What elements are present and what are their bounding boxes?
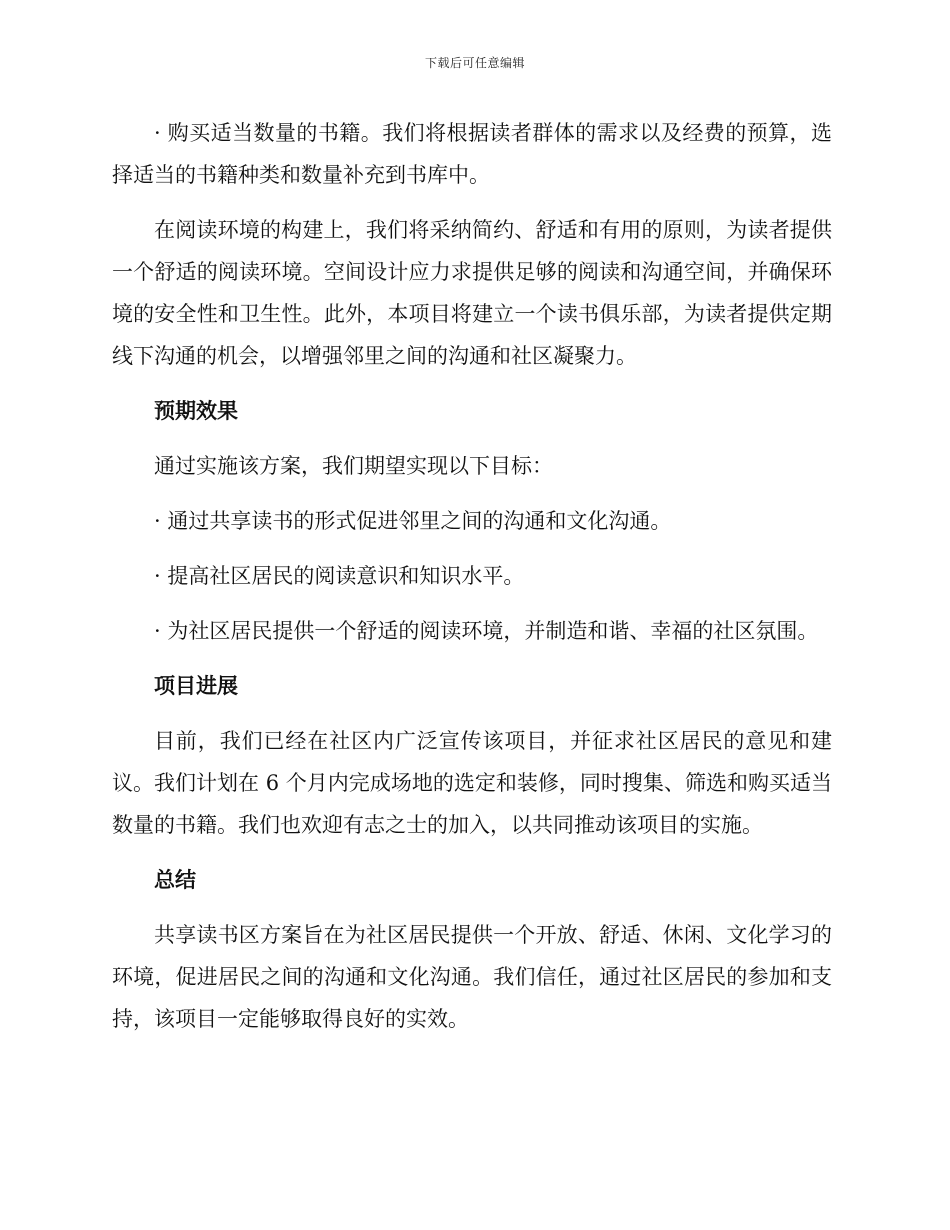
paragraph-progress: 目前，我们已经在社区内广泛宣传该项目，并征求社区居民的意见和建议。我们计划在 6 个月内完成场地的选定和装修，同时搜集、筛选和购买适当数量的书籍。我们也欢迎有志之士的加入，以共同推动该项目的实施。	[112, 729, 832, 837]
bullet-goal-environment: · 为社区居民提供一个舒适的阅读环境，并制造和谐、幸福的社区氛围。	[154, 619, 819, 643]
heading-expected-results: 预期效果	[154, 399, 238, 423]
heading-summary: 总结	[154, 868, 196, 892]
paragraph-goals-intro: 通过实施该方案，我们期望实现以下目标：	[154, 454, 553, 478]
document-body	[112, 112, 832, 1040]
bullet-goal-communication: · 通过共享读书的形式促进邻里之间的沟通和文化沟通。	[154, 509, 672, 533]
paragraph-reading-environment: 在阅读环境的构建上，我们将采纳简约、舒适和有用的原则，为读者提供一个舒适的阅读环境。空间设计应力求提供足够的阅读和沟通空间，并确保环境的安全性和卫生性。此外，本项目将建立一个读书俱乐部，为读者提供定期线下沟通的机会，以增强邻里之间的沟通和社区凝聚力。	[112, 218, 832, 368]
bullet-goal-reading-awareness: · 提高社区居民的阅读意识和知识水平。	[154, 564, 525, 588]
page-header: 下载后可任意编辑	[424, 56, 525, 70]
paragraph-summary: 共享读书区方案旨在为社区居民提供一个开放、舒适、休闲、文化学习的环境，促进居民之间的沟通和文化沟通。我们信任，通过社区居民的参加和支持，该项目一定能够取得良好的实效。	[112, 923, 832, 1031]
heading-project-progress: 项目进展	[154, 674, 238, 698]
bullet-purchase-books: · 购买适当数量的书籍。我们将根据读者群体的需求以及经费的预算，选择适当的书籍种类和数量补充到书库中。	[112, 121, 832, 187]
